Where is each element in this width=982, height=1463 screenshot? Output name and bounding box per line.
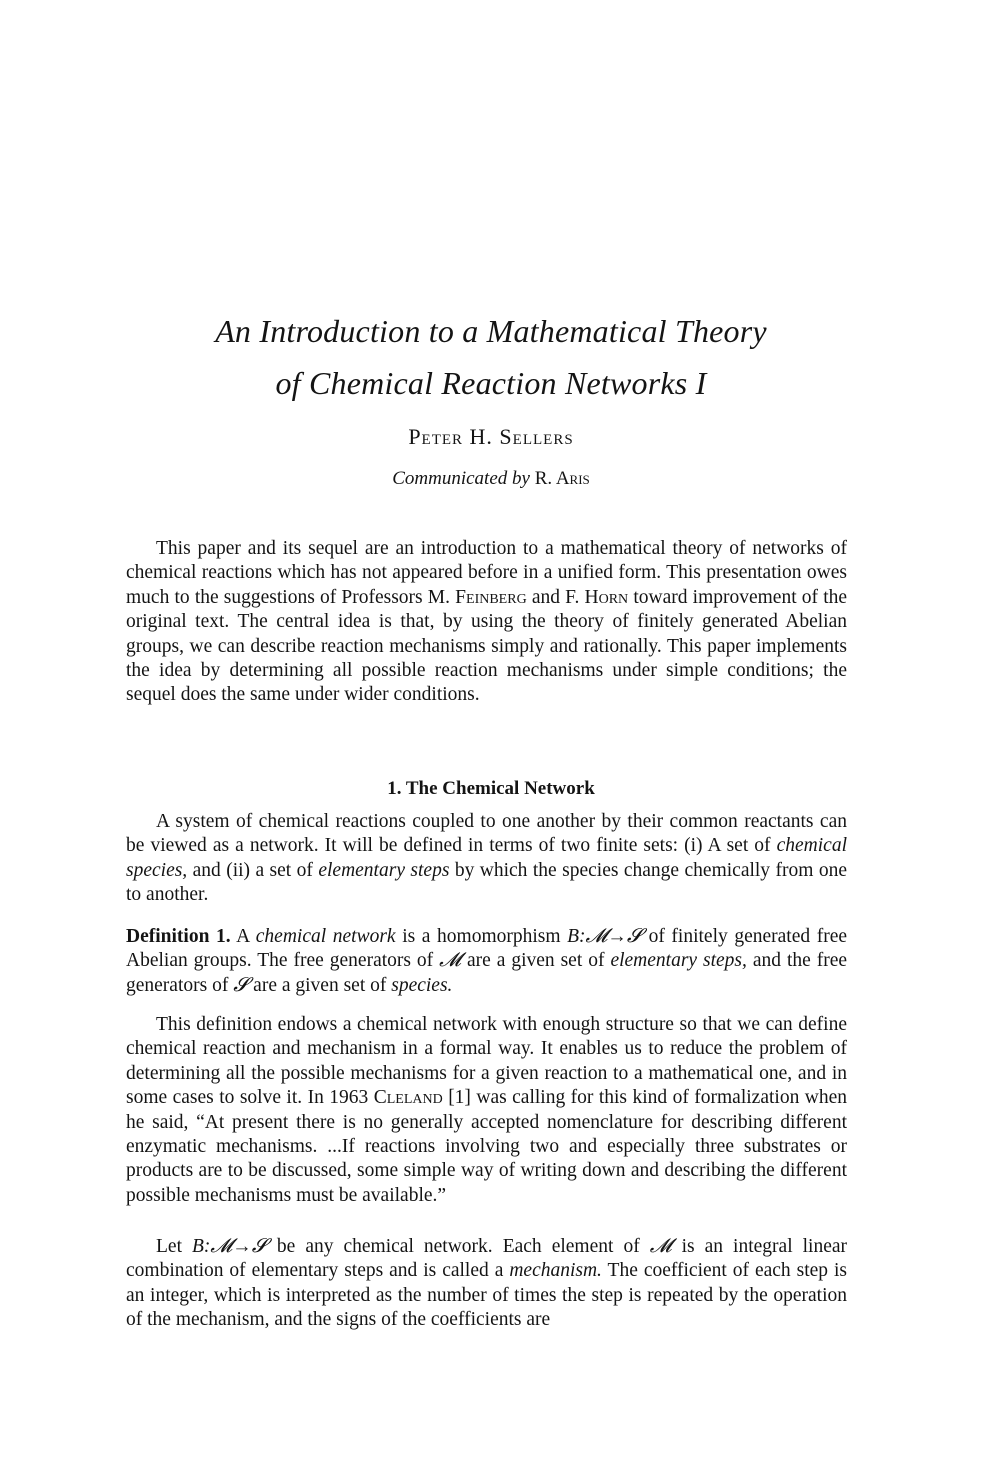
abstract-text-2: and F. bbox=[531, 586, 580, 608]
p3-text-2: be any chemical network. Each element of bbox=[276, 1236, 640, 1257]
p3-symbol-m: 𝓜 bbox=[649, 1236, 672, 1257]
section-1-paragraph bbox=[126, 810, 847, 908]
paragraph-2 bbox=[126, 1013, 847, 1208]
s1-term-steps: elementary steps bbox=[318, 859, 450, 881]
p3-text-1: Let bbox=[156, 1236, 182, 1257]
name-cleland: Cleland bbox=[373, 1087, 443, 1109]
def-term-network: chemical network bbox=[255, 926, 396, 947]
s1-text-e: by which the species change chemically from one to another. bbox=[126, 859, 847, 906]
author-name: Peter H. Sellers bbox=[408, 424, 574, 449]
section-heading: 1. The Chemical Network bbox=[387, 778, 595, 799]
def-term-elementary-steps: elementary steps, bbox=[610, 950, 747, 972]
def-text-3: is a homomorphism bbox=[402, 926, 561, 947]
name-feinberg: Feinberg bbox=[455, 586, 527, 608]
def-symbol-s: 𝓢 bbox=[233, 974, 249, 996]
abstract-text-1: This paper and its sequel are an introduction to a mathematical theory of networks of chemical reactions which has not appeared before in a unified form. This presentation owes much to the suggestions of Professors M. bbox=[126, 538, 847, 608]
communicated-by bbox=[0, 468, 982, 490]
def-text-8: are a given set of bbox=[253, 974, 387, 996]
p3-text-4: The coefficient of each step is an integer, which is interpreted as the number of times the step is repeated by the operation of the mechanism, and the signs of the coefficients are bbox=[126, 1260, 848, 1331]
title-line-2: of Chemical Reaction Networks I bbox=[275, 365, 707, 401]
paragraph-3 bbox=[126, 1235, 847, 1333]
definition-label: Definition 1. bbox=[126, 926, 231, 947]
def-text-4: of finitely generated free Abelian groups. The free generators of bbox=[126, 926, 847, 972]
def-text-7: and the free generators of bbox=[126, 950, 848, 996]
p3-map-formula: B:𝓜→𝓢 bbox=[192, 1236, 267, 1257]
definition-1 bbox=[126, 925, 847, 998]
abstract-text-3: toward improvement of the original text. The central idea is that, by using the theory of finitely generated Abelian groups, we can describe reaction mechanisms simply and rationally. This paper implements the idea by determining all possible reaction mechanisms under simple conditions; the sequel does the same under wider conditions. bbox=[126, 586, 848, 706]
def-symbol-m: 𝓜 bbox=[439, 950, 461, 972]
def-map-formula: B:𝓜→𝓢 bbox=[567, 926, 642, 947]
name-horn: Horn bbox=[584, 586, 629, 608]
p3-term-mechanism: mechanism. bbox=[509, 1260, 602, 1282]
p2-text-1: This definition endows a chemical network with enough structure so that we can define chemical reaction and mechanism in a formal way. It enables us to reduce the problem of determining all the possible mechanisms for a given reaction to a mathematical one, and in some cases to solve it. In 1963 bbox=[126, 1014, 847, 1109]
def-term-species: species. bbox=[391, 974, 453, 996]
p3-text-3: is an integral linear combination of elementary steps and is called a bbox=[126, 1236, 848, 1282]
def-text-5: are a given set of bbox=[466, 950, 605, 972]
communicated-prefix: Communicated by bbox=[392, 468, 530, 489]
p2-text-2: [1] was calling for this kind of formalization when he said, “At present there is no generally accepted nomenclature for describing different enzymatic mechanisms. ...If reactions involving two and especially three substrates or products are to be discussed, some simple way of writing down and describing the different possible mechanisms must be available.” bbox=[126, 1087, 848, 1206]
def-text-1: A bbox=[236, 926, 250, 947]
s1-term-species: chemical species, bbox=[126, 835, 847, 881]
s1-text-c: and (ii) a set of bbox=[192, 859, 313, 881]
abstract bbox=[126, 537, 847, 708]
communicator-name: R. Aris bbox=[534, 468, 590, 489]
title-line-1: An Introduction to a Mathematical Theory bbox=[215, 313, 767, 349]
s1-text-a: A system of chemical reactions coupled to one another by their common reactants can be viewed as a network. It will be defined in terms of two finite sets: (i) A set of bbox=[126, 811, 847, 857]
